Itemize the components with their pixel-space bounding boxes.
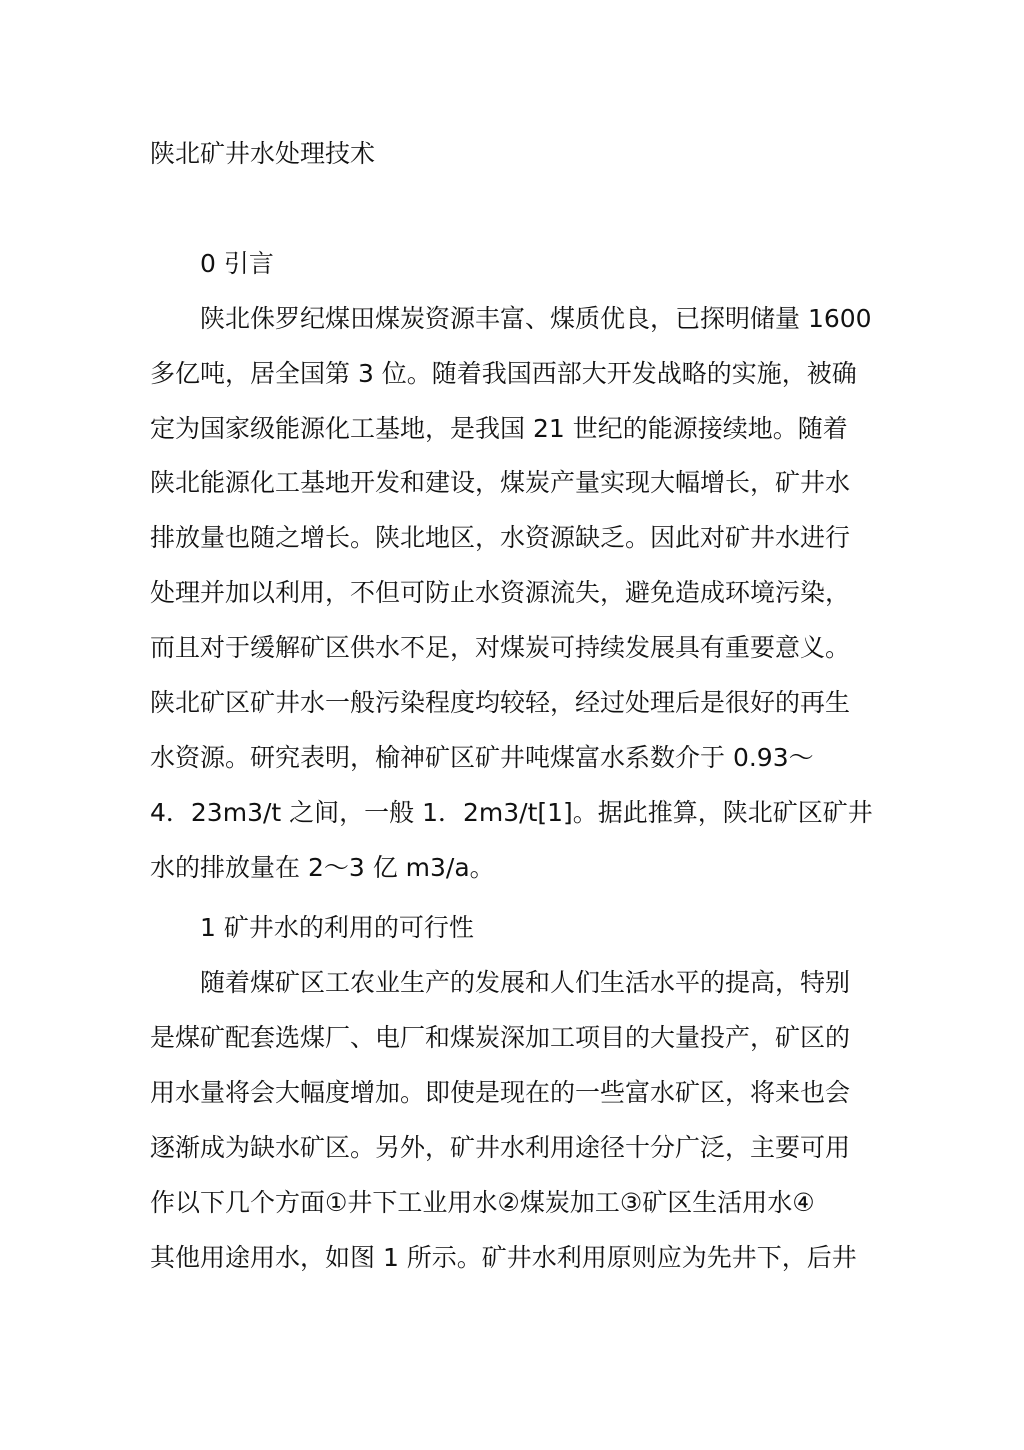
paragraph-line: 随着煤矿区工农业生产的发展和人们生活水平的提高，特别 xyxy=(200,968,851,997)
paragraph-line: 4．23m3/t 之间，一般 1．2m3/t[1]。据此推算，陕北矿区矿井 xyxy=(150,798,873,827)
paragraph-line: 陕北侏罗纪煤田煤炭资源丰富、煤质优良，已探明储量 1600 xyxy=(200,304,872,333)
paragraph-line: 其他用途用水，如图 1 所示。矿井水利用原则应为先井下，后井 xyxy=(150,1243,857,1272)
paragraph-line: 处理并加以利用，不但可防止水资源流失，避免造成环境污染， xyxy=(150,578,851,607)
paragraph-line: 陕北矿区矿井水一般污染程度均较轻，经过处理后是很好的再生 xyxy=(150,688,851,717)
paragraph-line: 陕北能源化工基地开发和建设，煤炭产量实现大幅增长，矿井水 xyxy=(150,468,851,497)
document-title: 陕北矿井水处理技术 xyxy=(150,139,376,168)
paragraph-line: 逐渐成为缺水矿区。另外，矿井水利用途径十分广泛，主要可用 xyxy=(150,1133,851,1162)
paragraph-line: 多亿吨，居全国第 3 位。随着我国西部大开发战略的实施，被确 xyxy=(150,359,857,388)
paragraph-line: 水资源。研究表明，榆神矿区矿井吨煤富水系数介于 0.93～ xyxy=(150,743,814,772)
paragraph-line: 定为国家级能源化工基地，是我国 21 世纪的能源接续地。随着 xyxy=(150,414,848,443)
paragraph-line: 用水量将会大幅度增加。即使是现在的一些富水矿区，将来也会 xyxy=(150,1078,851,1107)
paragraph-line: 水的排放量在 2～3 亿 m3/a。 xyxy=(150,853,495,882)
section-heading-introduction: 0 引言 xyxy=(200,249,274,278)
paragraph-line: 排放量也随之增长。陕北地区，水资源缺乏。因此对矿井水进行 xyxy=(150,523,851,552)
paragraph-line: 作以下几个方面①井下工业用水②煤炭加工③矿区生活用水④ xyxy=(150,1188,815,1217)
section-heading-feasibility: 1 矿井水的利用的可行性 xyxy=(200,913,474,942)
paragraph-line: 是煤矿配套选煤厂、电厂和煤炭深加工项目的大量投产，矿区的 xyxy=(150,1023,851,1052)
paragraph-line: 而且对于缓解矿区供水不足，对煤炭可持续发展具有重要意义。 xyxy=(150,633,851,662)
